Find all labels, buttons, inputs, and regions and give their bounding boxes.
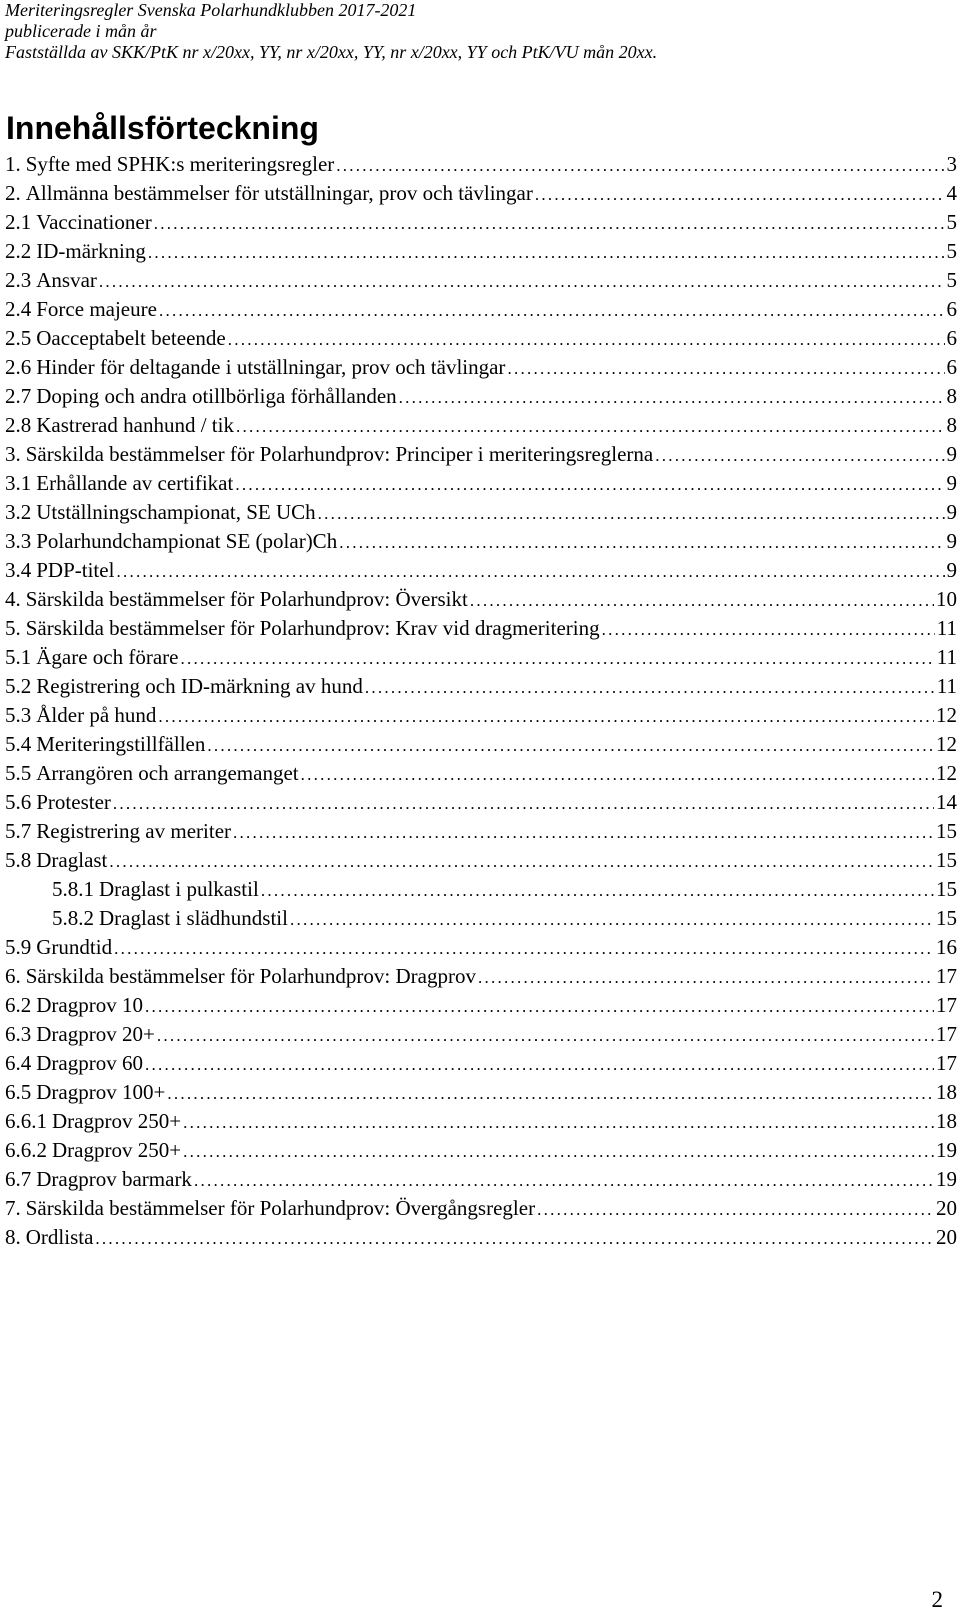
- toc-entry-title: Polarhundchampionat SE (polar)Ch: [36, 529, 338, 553]
- toc-entry-number: 2.6: [5, 355, 32, 379]
- toc-dot-leader: [507, 354, 944, 383]
- toc-entry-title: Force majeure: [36, 297, 157, 321]
- toc-entry-page: 12: [936, 761, 957, 785]
- toc-entry-number: 3.1: [5, 471, 32, 495]
- toc-entry-title: PDP-titel: [36, 558, 115, 582]
- toc-entry-title: Ålder på hund: [36, 703, 157, 727]
- toc-entry-title: ID-märkning: [36, 239, 146, 263]
- toc-entry-title: Särskilda bestämmelser för Polarhundprov: Dragprov: [25, 964, 476, 988]
- toc-entry-number: 6.4: [5, 1051, 32, 1075]
- toc-entry-page: 4: [946, 181, 957, 205]
- toc-entry[interactable]: [5, 1049, 957, 1078]
- toc-entry-title: Oacceptabelt beteende: [36, 326, 226, 350]
- toc-entry-page: 18: [936, 1080, 957, 1104]
- toc-entry[interactable]: [5, 295, 957, 324]
- toc-dot-leader: [478, 963, 934, 992]
- toc-entry-page: 15: [936, 819, 957, 843]
- toc-entry-number: 6.6.1: [5, 1109, 47, 1133]
- toc-entry-title: Erhållande av certifikat: [36, 471, 234, 495]
- table-of-contents: [5, 150, 957, 1252]
- toc-dot-leader: [95, 1224, 934, 1253]
- toc-entry-number: 3.3: [5, 529, 32, 553]
- toc-entry-title: Ansvar: [36, 268, 97, 292]
- toc-entry-page: 17: [936, 964, 957, 988]
- toc-entry-number: 5.1: [5, 645, 32, 669]
- toc-dot-leader: [655, 441, 944, 470]
- toc-dot-leader: [99, 267, 945, 296]
- toc-dot-leader: [183, 1137, 934, 1166]
- toc-entry-number: 2.2: [5, 239, 32, 263]
- toc-dot-leader: [194, 1166, 934, 1195]
- toc-entry-page: 3: [946, 152, 957, 176]
- toc-entry-number: 5.8: [5, 848, 32, 872]
- toc-dot-leader: [301, 760, 934, 789]
- toc-entry[interactable]: [5, 1020, 957, 1049]
- toc-dot-leader: [235, 470, 944, 499]
- toc-entry-page: 9: [946, 529, 957, 553]
- toc-dot-leader: [318, 499, 945, 528]
- toc-dot-leader: [365, 673, 935, 702]
- toc-entry-page: 8: [946, 413, 957, 437]
- toc-entry-title: Ordlista: [25, 1225, 94, 1249]
- toc-entry[interactable]: [5, 237, 957, 266]
- toc-entry-title: Kastrerad hanhund / tik: [36, 413, 234, 437]
- toc-entry-page: 5: [946, 268, 957, 292]
- toc-entry[interactable]: [5, 382, 957, 411]
- toc-entry-page: 5: [946, 239, 957, 263]
- toc-entry-title: Dragprov 20+: [36, 1022, 155, 1046]
- toc-entry-number: 2.4: [5, 297, 32, 321]
- toc-entry-number: 5.2: [5, 674, 32, 698]
- toc-entry-page: 11: [936, 674, 957, 698]
- toc-dot-leader: [537, 1195, 934, 1224]
- toc-entry-number: 1.: [5, 152, 21, 176]
- toc-entry[interactable]: [5, 179, 957, 208]
- toc-entry-number: 5.3: [5, 703, 32, 727]
- toc-entry-number: 5.: [5, 616, 21, 640]
- toc-entry-page: 6: [946, 355, 957, 379]
- toc-entry-page: 17: [936, 993, 957, 1017]
- toc-entry[interactable]: [5, 904, 957, 933]
- page-number: 2: [931, 1587, 943, 1612]
- toc-entry-page: 9: [946, 500, 957, 524]
- toc-entry-title: Ägare och förare: [36, 645, 179, 669]
- toc-entry[interactable]: [5, 701, 957, 730]
- toc-entry-page: 6: [946, 297, 957, 321]
- toc-entry-number: 2.3: [5, 268, 32, 292]
- toc-dot-leader: [233, 818, 934, 847]
- toc-entry[interactable]: [5, 150, 957, 179]
- toc-entry-title: Dragprov 250+: [52, 1109, 182, 1133]
- toc-entry-page: 19: [936, 1167, 957, 1191]
- toc-dot-leader: [145, 1050, 934, 1079]
- toc-entry[interactable]: [5, 411, 957, 440]
- toc-entry-number: 2.5: [5, 326, 32, 350]
- toc-entry-title: Registrering och ID-märkning av hund: [36, 674, 363, 698]
- toc-entry-page: 8: [946, 384, 957, 408]
- toc-entry-page: 19: [936, 1138, 957, 1162]
- toc-entry-number: 5.4: [5, 732, 32, 756]
- toc-entry-title: Dragprov 100+: [36, 1080, 166, 1104]
- toc-entry[interactable]: [5, 614, 957, 643]
- toc-entry[interactable]: [5, 585, 957, 614]
- toc-entry-page: 9: [946, 442, 957, 466]
- toc-entry-page: 20: [936, 1225, 957, 1249]
- toc-dot-leader: [236, 412, 945, 441]
- toc-entry-title: Draglast i pulkastil: [99, 877, 259, 901]
- toc-entry-number: 8.: [5, 1225, 21, 1249]
- toc-entry[interactable]: [5, 1223, 957, 1252]
- toc-entry[interactable]: [5, 1078, 957, 1107]
- toc-entry[interactable]: [5, 208, 957, 237]
- toc-entry-page: 9: [946, 471, 957, 495]
- toc-entry-title: Vaccinationer: [36, 210, 152, 234]
- toc-title: Innehållsförteckning: [6, 110, 319, 146]
- toc-entry-page: 15: [936, 906, 957, 930]
- toc-entry[interactable]: [5, 643, 957, 672]
- toc-entry[interactable]: [5, 353, 957, 382]
- toc-dot-leader: [113, 789, 934, 818]
- toc-dot-leader: [399, 383, 945, 412]
- toc-entry-page: 17: [936, 1051, 957, 1075]
- toc-entry[interactable]: [5, 1107, 957, 1136]
- toc-entry-number: 2.: [5, 181, 21, 205]
- toc-entry[interactable]: [5, 962, 957, 991]
- toc-dot-leader: [158, 702, 934, 731]
- toc-entry-number: 6.3: [5, 1022, 32, 1046]
- toc-entry-title: Särskilda bestämmelser för Polarhundprov: Krav vid dragmeritering: [25, 616, 600, 640]
- toc-entry-number: 5.6: [5, 790, 32, 814]
- toc-entry-title: Särskilda bestämmelser för Polarhundprov: Principer i meriteringsreglerna: [25, 442, 654, 466]
- toc-entry-number: 7.: [5, 1196, 21, 1220]
- toc-entry-page: 12: [936, 732, 957, 756]
- toc-entry-page: 6: [946, 326, 957, 350]
- toc-entry-title: Särskilda bestämmelser för Polarhundprov: Översikt: [25, 587, 468, 611]
- toc-entry[interactable]: [5, 846, 957, 875]
- header-approval-line: Fastställda av SKK/PtK nr x/20xx, YY, nr x/20xx, YY, nr x/20xx, YY och PtK/VU mån 20xx.: [5, 42, 658, 62]
- toc-entry-title: Syfte med SPHK:s meriteringsregler: [25, 152, 335, 176]
- toc-entry-number: 2.1: [5, 210, 32, 234]
- toc-dot-leader: [181, 644, 935, 673]
- toc-entry-title: Protester: [36, 790, 111, 814]
- toc-entry[interactable]: [5, 875, 957, 904]
- toc-entry-number: 6.5: [5, 1080, 32, 1104]
- toc-entry-number: 6.2: [5, 993, 32, 1017]
- toc-dot-leader: [148, 238, 945, 267]
- header-title-line: Meriteringsregler Svenska Polarhundklubben 2017-2021: [5, 0, 417, 20]
- toc-entry-number: 5.9: [5, 935, 32, 959]
- toc-entry-number: 5.8.2: [52, 906, 94, 930]
- toc-dot-leader: [207, 731, 934, 760]
- toc-entry-number: 4.: [5, 587, 21, 611]
- toc-dot-leader: [145, 992, 934, 1021]
- toc-entry[interactable]: [5, 1136, 957, 1165]
- toc-dot-leader: [167, 1079, 934, 1108]
- toc-entry-page: 10: [936, 587, 957, 611]
- toc-entry-title: Utställningschampionat, SE UCh: [36, 500, 316, 524]
- toc-entry-page: 16: [936, 935, 957, 959]
- toc-entry[interactable]: [5, 324, 957, 353]
- toc-dot-leader: [336, 151, 944, 180]
- toc-entry-page: 20: [936, 1196, 957, 1220]
- toc-entry[interactable]: [5, 498, 957, 527]
- toc-dot-leader: [470, 586, 934, 615]
- toc-entry-number: 3.4: [5, 558, 32, 582]
- toc-entry-title: Dragprov barmark: [36, 1167, 192, 1191]
- toc-dot-leader: [154, 209, 945, 238]
- toc-entry[interactable]: [5, 672, 957, 701]
- toc-entry-page: 15: [936, 877, 957, 901]
- toc-entry-title: Meriteringstillfällen: [36, 732, 206, 756]
- toc-entry-title: Dragprov 10: [36, 993, 143, 1017]
- toc-entry[interactable]: [5, 788, 957, 817]
- toc-entry[interactable]: [5, 933, 957, 962]
- toc-entry[interactable]: [5, 527, 957, 556]
- toc-dot-leader: [157, 1021, 934, 1050]
- toc-entry[interactable]: [5, 991, 957, 1020]
- toc-entry-number: 5.8.1: [52, 877, 94, 901]
- toc-entry-title: Draglast: [36, 848, 108, 872]
- document-header: [5, 0, 955, 63]
- toc-entry-number: 2.8: [5, 413, 32, 437]
- toc-entry-page: 12: [936, 703, 957, 727]
- toc-entry-page: 9: [946, 558, 957, 582]
- toc-dot-leader: [228, 325, 945, 354]
- toc-entry[interactable]: [5, 1165, 957, 1194]
- toc-entry-page: 15: [936, 848, 957, 872]
- toc-entry-page: 17: [936, 1022, 957, 1046]
- toc-entry-number: 3.: [5, 442, 21, 466]
- toc-dot-leader: [290, 905, 934, 934]
- toc-dot-leader: [109, 847, 934, 876]
- toc-entry[interactable]: [5, 759, 957, 788]
- toc-entry-number: 6.7: [5, 1167, 32, 1191]
- toc-entry[interactable]: [5, 556, 957, 585]
- toc-entry[interactable]: [5, 817, 957, 846]
- toc-entry-page: 14: [936, 790, 957, 814]
- toc-entry[interactable]: [5, 266, 957, 295]
- toc-entry-title: Dragprov 250+: [52, 1138, 182, 1162]
- toc-entry-page: 11: [936, 645, 957, 669]
- toc-entry-number: 5.5: [5, 761, 32, 785]
- toc-dot-leader: [602, 615, 935, 644]
- toc-entry-title: Hinder för deltagande i utställningar, prov och tävlingar: [36, 355, 506, 379]
- toc-dot-leader: [116, 557, 944, 586]
- toc-dot-leader: [339, 528, 944, 557]
- toc-dot-leader: [159, 296, 945, 325]
- toc-entry[interactable]: [5, 440, 957, 469]
- toc-entry-page: 5: [946, 210, 957, 234]
- toc-entry-number: 5.7: [5, 819, 32, 843]
- toc-entry-number: 3.2: [5, 500, 32, 524]
- toc-entry-number: 6.6.2: [5, 1138, 47, 1162]
- toc-entry[interactable]: [5, 1194, 957, 1223]
- toc-dot-leader: [261, 876, 934, 905]
- header-published-line: publicerade i mån år: [5, 21, 157, 41]
- toc-entry-title: Arrangören och arrangemanget: [36, 761, 299, 785]
- toc-entry-title: Doping och andra otillbörliga förhållanden: [36, 384, 397, 408]
- toc-dot-leader: [535, 180, 945, 209]
- toc-dot-leader: [114, 934, 934, 963]
- toc-entry-number: 2.7: [5, 384, 32, 408]
- toc-entry-title: Draglast i slädhundstil: [99, 906, 288, 930]
- toc-entry-title: Registrering av meriter: [36, 819, 232, 843]
- toc-entry[interactable]: [5, 730, 957, 759]
- toc-entry[interactable]: [5, 469, 957, 498]
- toc-entry-title: Dragprov 60: [36, 1051, 143, 1075]
- toc-entry-number: 6.: [5, 964, 21, 988]
- toc-entry-title: Särskilda bestämmelser för Polarhundprov: Övergångsregler: [25, 1196, 536, 1220]
- toc-entry-page: 18: [936, 1109, 957, 1133]
- toc-entry-title: Allmänna bestämmelser för utställningar, prov och tävlingar: [25, 181, 533, 205]
- toc-entry-title: Grundtid: [36, 935, 113, 959]
- toc-entry-page: 11: [936, 616, 957, 640]
- toc-dot-leader: [183, 1108, 934, 1137]
